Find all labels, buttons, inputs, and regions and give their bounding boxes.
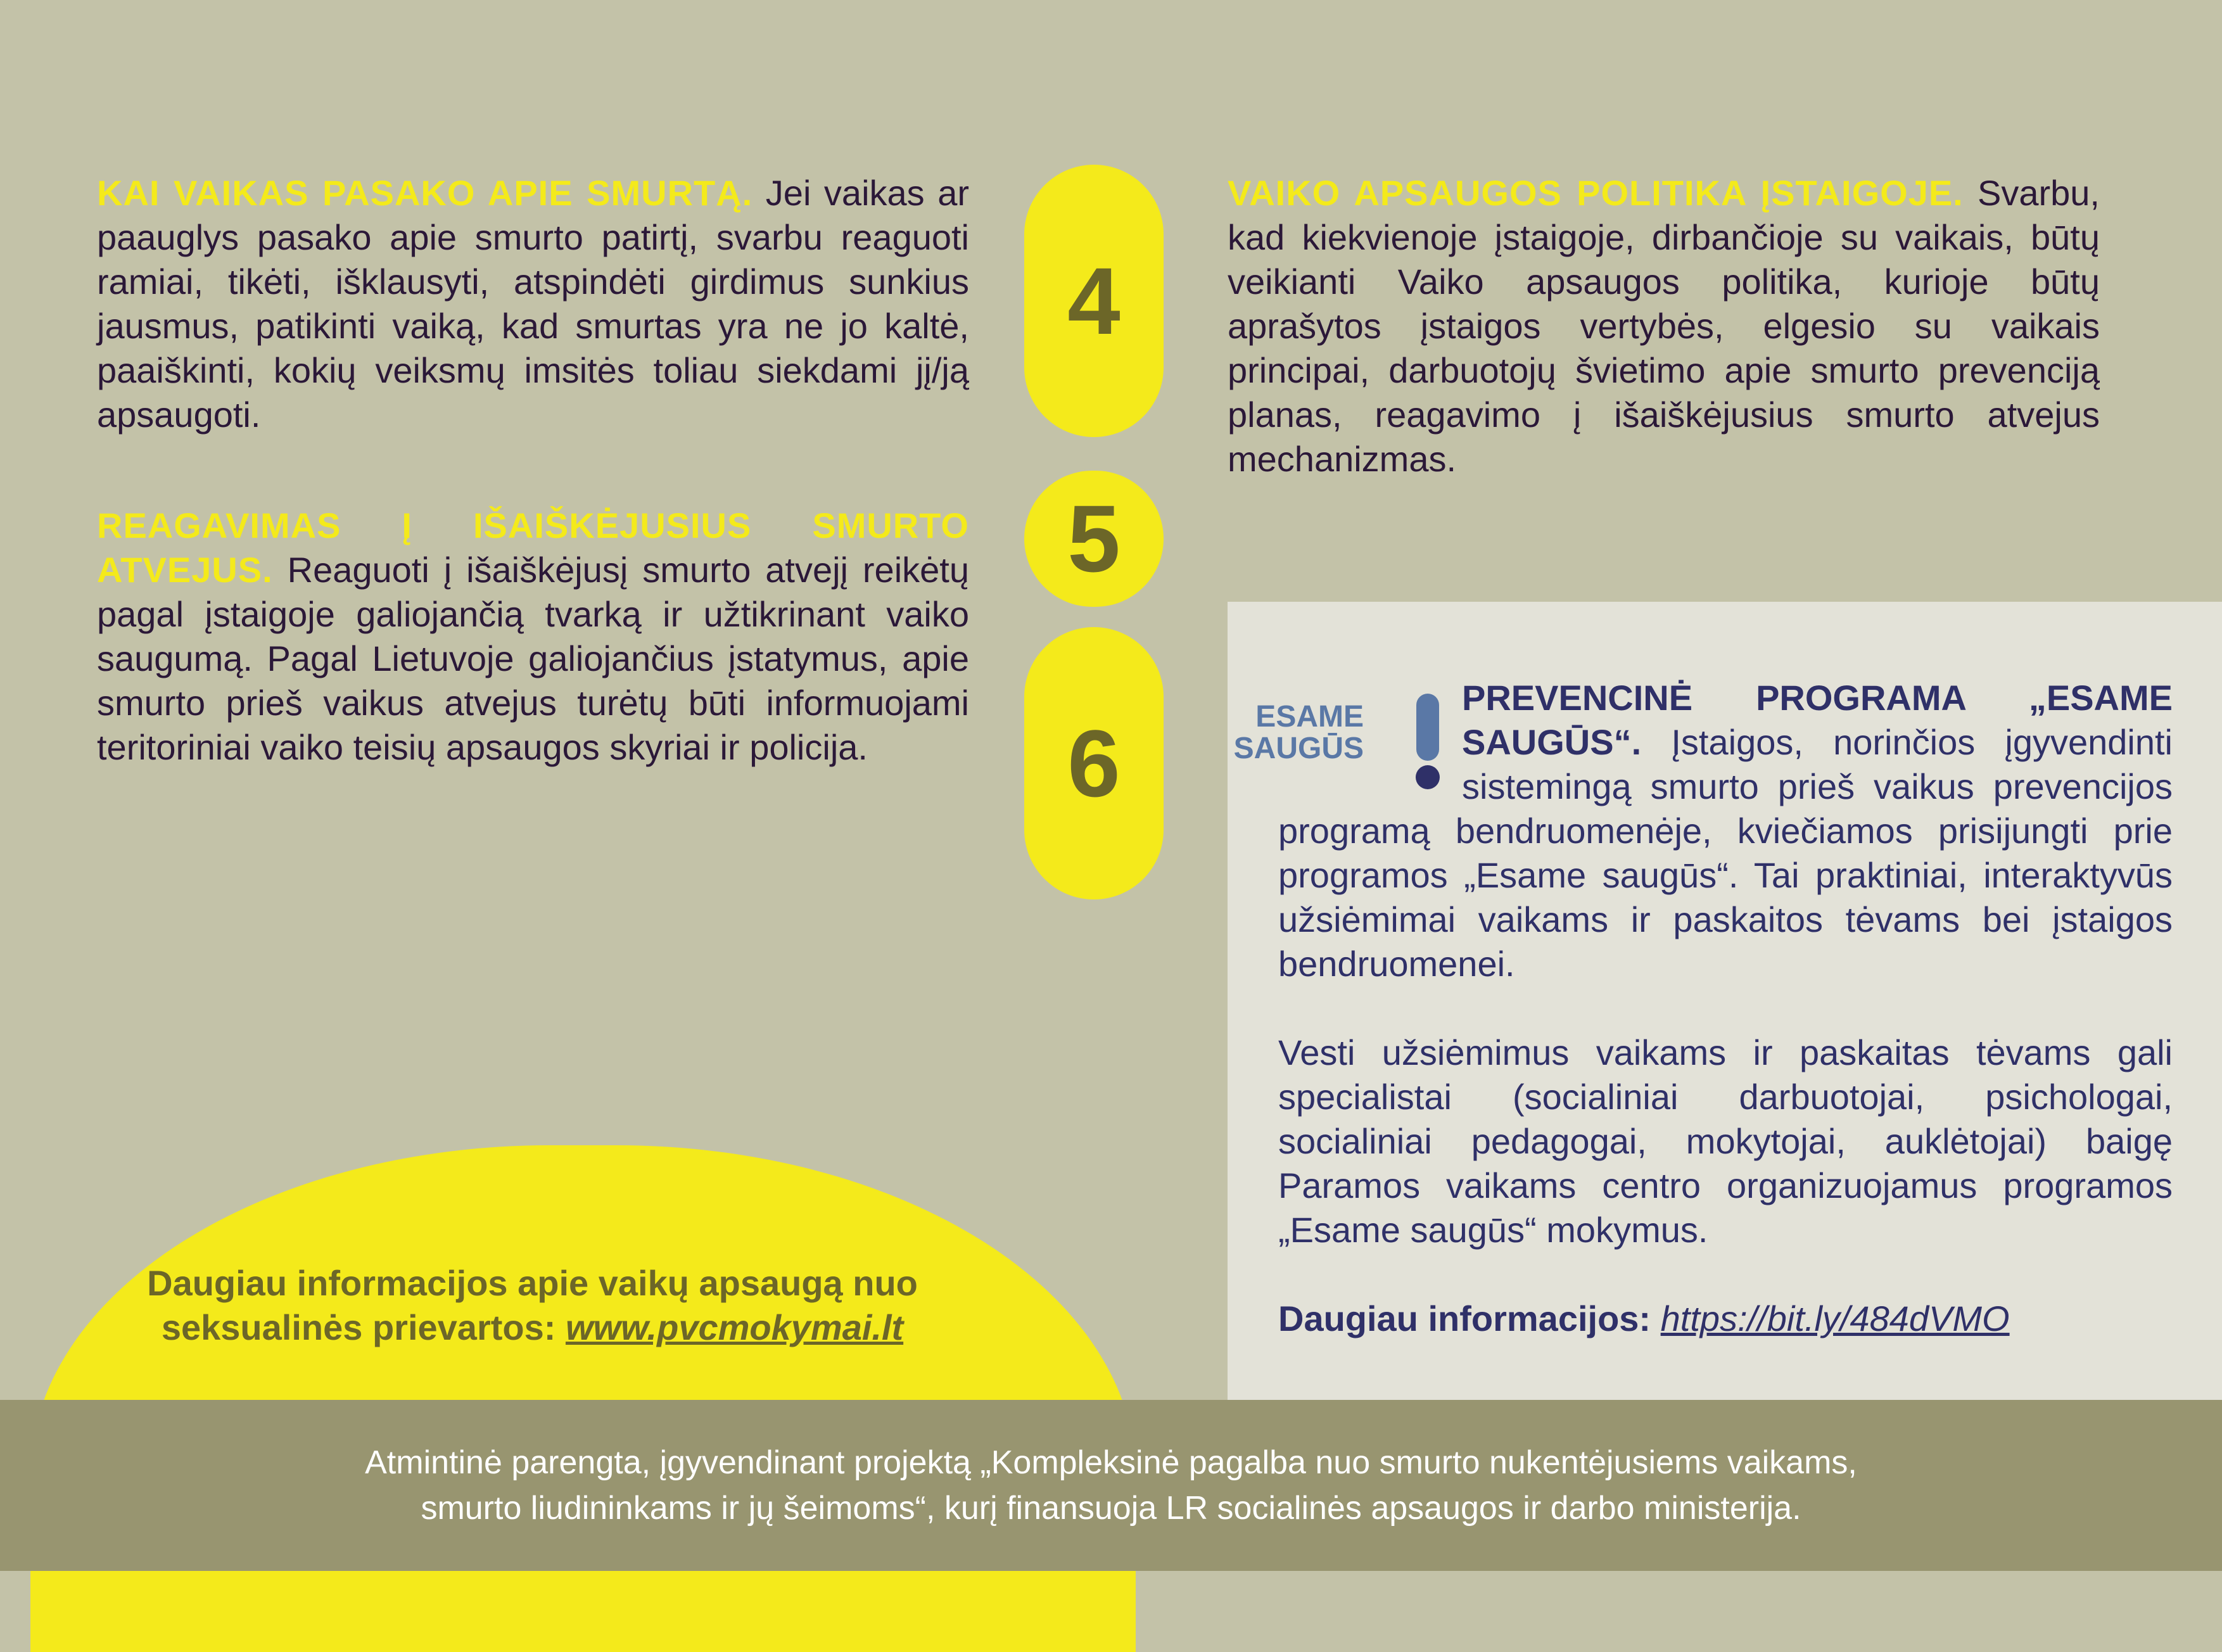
section-when-child-tells <box>97 171 969 437</box>
section-heading: REAGAVIMAS Į IŠAIŠKĖJUSIUS SMURTO ATVEJUS. <box>97 505 969 590</box>
section-body: Reaguoti į išaiškėjusį smurto atvejį reikėtų pagal įstaigoje galiojančią tvarką ir užtikrinant vaiko saugumą. Pagal Lietuvoje galiojančius įstatymus, apie smurto prieš vaikus atvejus turėtų būti informuojami teritoriniai vaiko teisių apsaugos skyriai ir policija. <box>97 550 969 767</box>
exclamation-icon <box>1233 681 1449 795</box>
more-info-label: Daugiau informacijos: <box>1278 1299 1651 1338</box>
step-badge-4 <box>1024 165 1164 437</box>
program-body-1: Įstaigos, norinčios įgyvendinti sistemingą smurto prieš vaikus prevencijos programą bendruomenėje, kviečiamos prisijungti prie programos „Esame saugūs“. Tai praktiniai, interaktyvūs užsiėmimai vaikams ir paskaitos tėvams bei įstaigos bendruomenei. <box>1278 722 2173 984</box>
step-number: 6 <box>1067 709 1121 816</box>
esame-saugus-logo <box>1233 681 1449 795</box>
exclamation-bar <box>1416 694 1439 761</box>
logo-line-2: SAUGŪS <box>1233 732 1364 765</box>
program-paragraph-2: Vesti užsiėmimus vaikams ir paskaitas tėvams gali specialistai (socialiniai darbuotojai, psichologai, socialiniai pedagogai, mokytojai, auklėtojai) baigę Paramos vaikams centro organizuojamus programos „Esame saugūs“ mokymus. <box>1278 1032 2173 1250</box>
step-badge-5 <box>1024 471 1164 607</box>
logo-line-1: ESAME <box>1255 700 1364 734</box>
section-heading: VAIKO APSAUGOS POLITIKA ĮSTAIGOJE. <box>1228 173 1964 213</box>
blob-text <box>30 1261 1034 1350</box>
section-responding-to-cases <box>97 504 969 770</box>
blob-line-2-label: seksualinės prievartos: <box>161 1307 556 1347</box>
info-blob <box>30 1145 1136 1652</box>
program-text <box>1233 678 2173 1341</box>
exclamation-dot <box>1416 765 1440 789</box>
program-heading: PREVENCINĖ PROGRAMA „ESAME SAUGŪS“. <box>1462 678 2173 762</box>
footer <box>0 1400 2222 1571</box>
section-body: Jei vaikas ar paauglys pasako apie smurto patirtį, svarbu reaguoti ramiai, tikėti, išklausyti, atspindėti girdimus sunkius jausmus, patikinti vaiką, kad smurtas yra ne jo kaltė, paaiškinti, kokių veiksmų imsitės toliau siekdami jį/ją apsaugoti. <box>97 173 970 435</box>
section-child-protection-policy <box>1228 171 2100 481</box>
blob-line-2 <box>30 1306 1034 1350</box>
section-heading: KAI VAIKAS PASAKO APIE SMURTĄ. <box>97 173 753 213</box>
pvcmokymai-link[interactable]: www.pvcmokymai.lt <box>565 1307 904 1347</box>
footer-line-2: smurto liudininkams ir jų šeimoms“, kurį finansuoja LR socialinės apsaugos ir darbo ministerija. <box>421 1490 1801 1527</box>
step-badge-6 <box>1024 627 1164 899</box>
prevention-program-panel <box>1228 602 2222 1400</box>
step-number: 4 <box>1067 247 1121 354</box>
footer-line-1: Atmintinė parengta, įgyvendinant projektą „Kompleksinė pagalba nuo smurto nukentėjusiems vaikams, <box>365 1444 1857 1481</box>
section-body: Svarbu, kad kiekvienoje įstaigoje, dirbančioje su vaikais, būtų veikianti Vaiko apsaugos politika, kurioje būtų aprašytos įstaigos vertybės, elgesio su vaikais principai, darbuotojų švietimo apie smurto prevenciją planas, reagavimo į išaiškėjusius smurto atvejus mechanizmas. <box>1228 173 2100 479</box>
program-link[interactable]: https://bit.ly/484dVMO <box>1660 1299 2010 1338</box>
step-number: 5 <box>1067 485 1121 592</box>
program-more-info <box>1278 1297 2173 1341</box>
blob-line-1: Daugiau informacijos apie vaikų apsaugą nuo <box>147 1263 918 1303</box>
